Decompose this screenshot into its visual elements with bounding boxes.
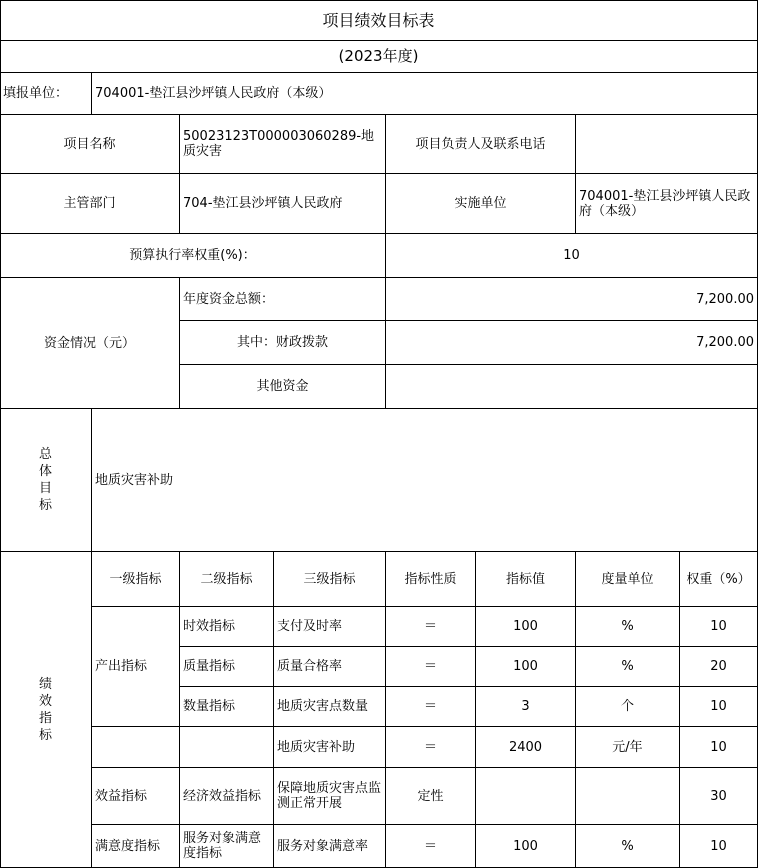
table-row-nature: ＝ [386,607,476,647]
level1-benefit: 效益指标 [92,768,180,825]
year-subtitle: (2023年度) [0,41,758,73]
table-row-nature: ＝ [386,647,476,687]
table-row-weight: 10 [680,825,758,868]
funds-fiscal-value: 7,200.00 [386,321,758,365]
table-row-l2: 经济效益指标 [180,768,274,825]
table-row-weight: 10 [680,727,758,768]
overall-goal-label-char: 体 [38,464,52,479]
project-name-value: 50023123T000003060289-地质灾害 [180,115,386,174]
table-row-l3: 质量合格率 [274,647,386,687]
header-nature: 指标性质 [386,552,476,607]
level1-satisfaction: 满意度指标 [92,825,180,868]
overall-goal-label-char: 标 [38,498,52,513]
page-title: 项目绩效目标表 [0,0,758,41]
table-row-l2 [180,727,274,768]
header-level3: 三级指标 [274,552,386,607]
table-row-value: 2400 [476,727,576,768]
overall-goal-label [0,409,92,552]
table-row-l2: 时效指标 [180,607,274,647]
table-row-l3: 地质灾害补助 [274,727,386,768]
contact-value [576,115,758,174]
table-row-value: 100 [476,825,576,868]
performance-label [0,552,92,868]
impl-value: 704001-垫江县沙坪镇人民政府（本级） [576,174,758,234]
table-row-nature: ＝ [386,727,476,768]
funds-label: 资金情况（元） [0,278,180,409]
dept-label: 主管部门 [0,174,180,234]
impl-label: 实施单位 [386,174,576,234]
funds-total-label: 年度资金总额： [180,278,386,321]
table-row-value: 100 [476,647,576,687]
table-row-l3: 服务对象满意率 [274,825,386,868]
header-weight: 权重（%） [680,552,758,607]
reporting-unit-value: 704001-垫江县沙坪镇人民政府（本级） [92,73,758,115]
overall-goal-label-char: 总 [38,447,52,462]
dept-value: 704-垫江县沙坪镇人民政府 [180,174,386,234]
table-row-weight: 10 [680,687,758,727]
table-row-unit: % [576,647,680,687]
project-name-label: 项目名称 [0,115,180,174]
table-row-value: 100 [476,607,576,647]
header-level2: 二级指标 [180,552,274,607]
funds-other-label: 其他资金 [180,365,386,409]
funds-other-value [386,365,758,409]
table-row-nature: 定性 [386,768,476,825]
funds-total-value: 7,200.00 [386,278,758,321]
level1-output: 产出指标 [92,607,180,727]
header-unit: 度量单位 [576,552,680,607]
header-level1: 一级指标 [92,552,180,607]
table-row-unit: % [576,607,680,647]
performance-label-char: 标 [38,727,52,743]
table-row-l3: 支付及时率 [274,607,386,647]
table-row-value: 3 [476,687,576,727]
table-row-value [476,768,576,825]
performance-label-char: 效 [38,693,52,709]
performance-label-char: 指 [38,710,52,726]
table-row-weight: 20 [680,647,758,687]
table-row-unit: % [576,825,680,868]
table-row-l3: 保障地质灾害点监测正常开展 [274,768,386,825]
table-row-nature: ＝ [386,825,476,868]
funds-fiscal-label: 其中：财政拨款 [180,321,386,365]
performance-label-char: 绩 [38,676,52,692]
reporting-unit-label: 填报单位： [0,73,92,115]
table-row-l3: 地质灾害点数量 [274,687,386,727]
overall-goal-value: 地质灾害补助 [92,409,758,552]
table-row-weight: 10 [680,607,758,647]
budget-weight-value: 10 [386,234,758,278]
budget-weight-label: 预算执行率权重(%)： [0,234,386,278]
table-row-unit [576,768,680,825]
header-value: 指标值 [476,552,576,607]
table-row-nature: ＝ [386,687,476,727]
table-row-weight: 30 [680,768,758,825]
overall-goal-label-char: 目 [38,481,52,496]
contact-label: 项目负责人及联系电话 [386,115,576,174]
table-row-l2: 数量指标 [180,687,274,727]
level1-output-blank [92,727,180,768]
table-row-unit: 元/年 [576,727,680,768]
table-row-l2: 质量指标 [180,647,274,687]
table-row-l2: 服务对象满意度指标 [180,825,274,868]
table-row-unit: 个 [576,687,680,727]
